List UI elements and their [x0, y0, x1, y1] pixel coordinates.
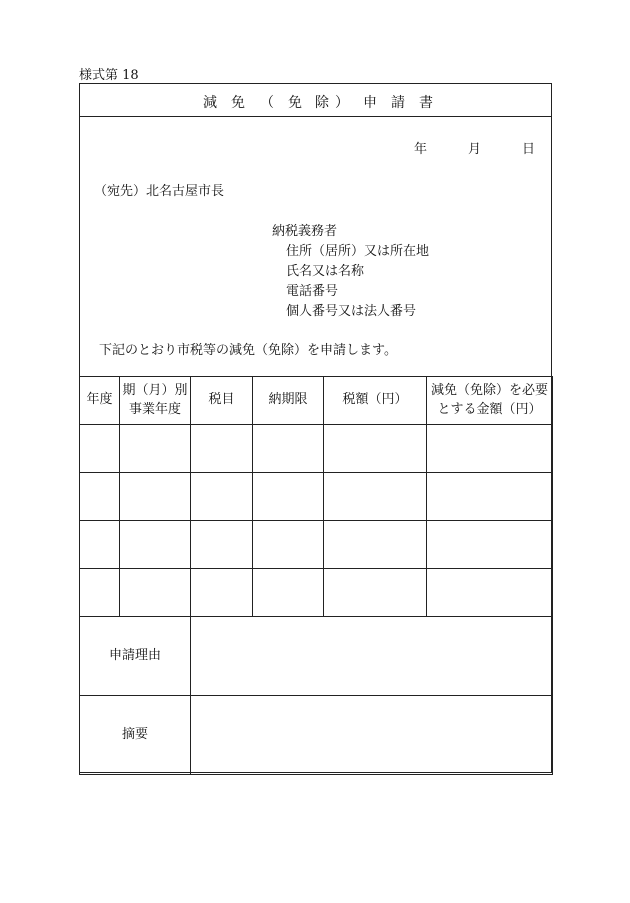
table-cell[interactable] [427, 569, 553, 617]
col-header-tax-item: 税目 [191, 377, 253, 425]
table-cell[interactable] [120, 569, 191, 617]
col-header-year: 年度 [80, 377, 120, 425]
table-cell[interactable] [80, 521, 120, 569]
col-header-reduction-line1: 減免（免除）を必要 [430, 382, 548, 398]
application-form [79, 83, 552, 773]
date-month-label: 月 [468, 142, 482, 157]
table-row [80, 473, 553, 521]
col-header-period-line2: 事業年度 [128, 401, 181, 417]
date-day-label: 日 [522, 142, 536, 157]
table-cell[interactable] [191, 569, 253, 617]
table-cell[interactable] [324, 569, 427, 617]
table-cell[interactable] [191, 425, 253, 473]
table-cell[interactable] [80, 569, 120, 617]
table-cell[interactable] [253, 569, 324, 617]
taxpayer-address-label: 住所（居所）又は所在地 [286, 244, 430, 259]
taxpayer-id-label: 個人番号又は法人番号 [286, 304, 417, 319]
application-statement: 下記のとおり市税等の減免（免除）を申請します。 [99, 343, 397, 358]
reason-field[interactable] [191, 617, 553, 696]
table-cell[interactable] [80, 425, 120, 473]
table-row [80, 521, 553, 569]
taxpayer-heading: 納税義務者 [272, 224, 338, 239]
table-cell[interactable] [253, 473, 324, 521]
title-char: 減 [203, 95, 217, 111]
remarks-field[interactable] [191, 696, 553, 775]
remarks-label: 摘要 [80, 696, 191, 775]
col-header-reduction-line2: とする金額（円） [437, 401, 542, 417]
table-cell[interactable] [324, 473, 427, 521]
table-cell[interactable] [80, 473, 120, 521]
table-cell[interactable] [253, 521, 324, 569]
table-cell[interactable] [427, 425, 553, 473]
table-cell[interactable] [324, 521, 427, 569]
col-header-reduction [427, 377, 553, 425]
col-header-amount: 税額（円） [324, 377, 427, 425]
table-cell[interactable] [191, 473, 253, 521]
taxpayer-name-label: 氏名又は名称 [286, 264, 365, 279]
title-char: 除 [315, 95, 329, 111]
title-char: 免 [231, 95, 245, 111]
col-header-due-date: 納期限 [253, 377, 324, 425]
table-cell[interactable] [427, 473, 553, 521]
table-cell[interactable] [253, 425, 324, 473]
table-row [80, 569, 553, 617]
reason-row [80, 617, 553, 696]
title-char: （ [260, 95, 274, 111]
title-char: 書 [419, 95, 433, 111]
col-header-period-line1: 期（月）別 [122, 382, 188, 398]
addressee: （宛先）北名古屋市長 [94, 184, 225, 199]
remarks-row [80, 696, 553, 775]
taxpayer-phone-label: 電話番号 [286, 284, 339, 299]
title-char: 免 [288, 95, 302, 111]
date-year-label: 年 [414, 142, 428, 157]
table-cell[interactable] [120, 425, 191, 473]
title-char: ） [335, 95, 349, 111]
table-cell[interactable] [191, 521, 253, 569]
table-cell[interactable] [120, 473, 191, 521]
title-char: 申 [363, 95, 377, 111]
table-header-row [80, 377, 553, 425]
table-row [80, 425, 553, 473]
title-char: 請 [391, 95, 405, 111]
reason-label: 申請理由 [80, 617, 191, 696]
table-cell[interactable] [324, 425, 427, 473]
form-header [80, 116, 551, 378]
col-header-period [120, 377, 191, 425]
table-cell[interactable] [427, 521, 553, 569]
form-number: 様式第 18 [79, 68, 139, 83]
form-title [80, 84, 551, 117]
table-cell[interactable] [120, 521, 191, 569]
tax-table [79, 376, 553, 775]
